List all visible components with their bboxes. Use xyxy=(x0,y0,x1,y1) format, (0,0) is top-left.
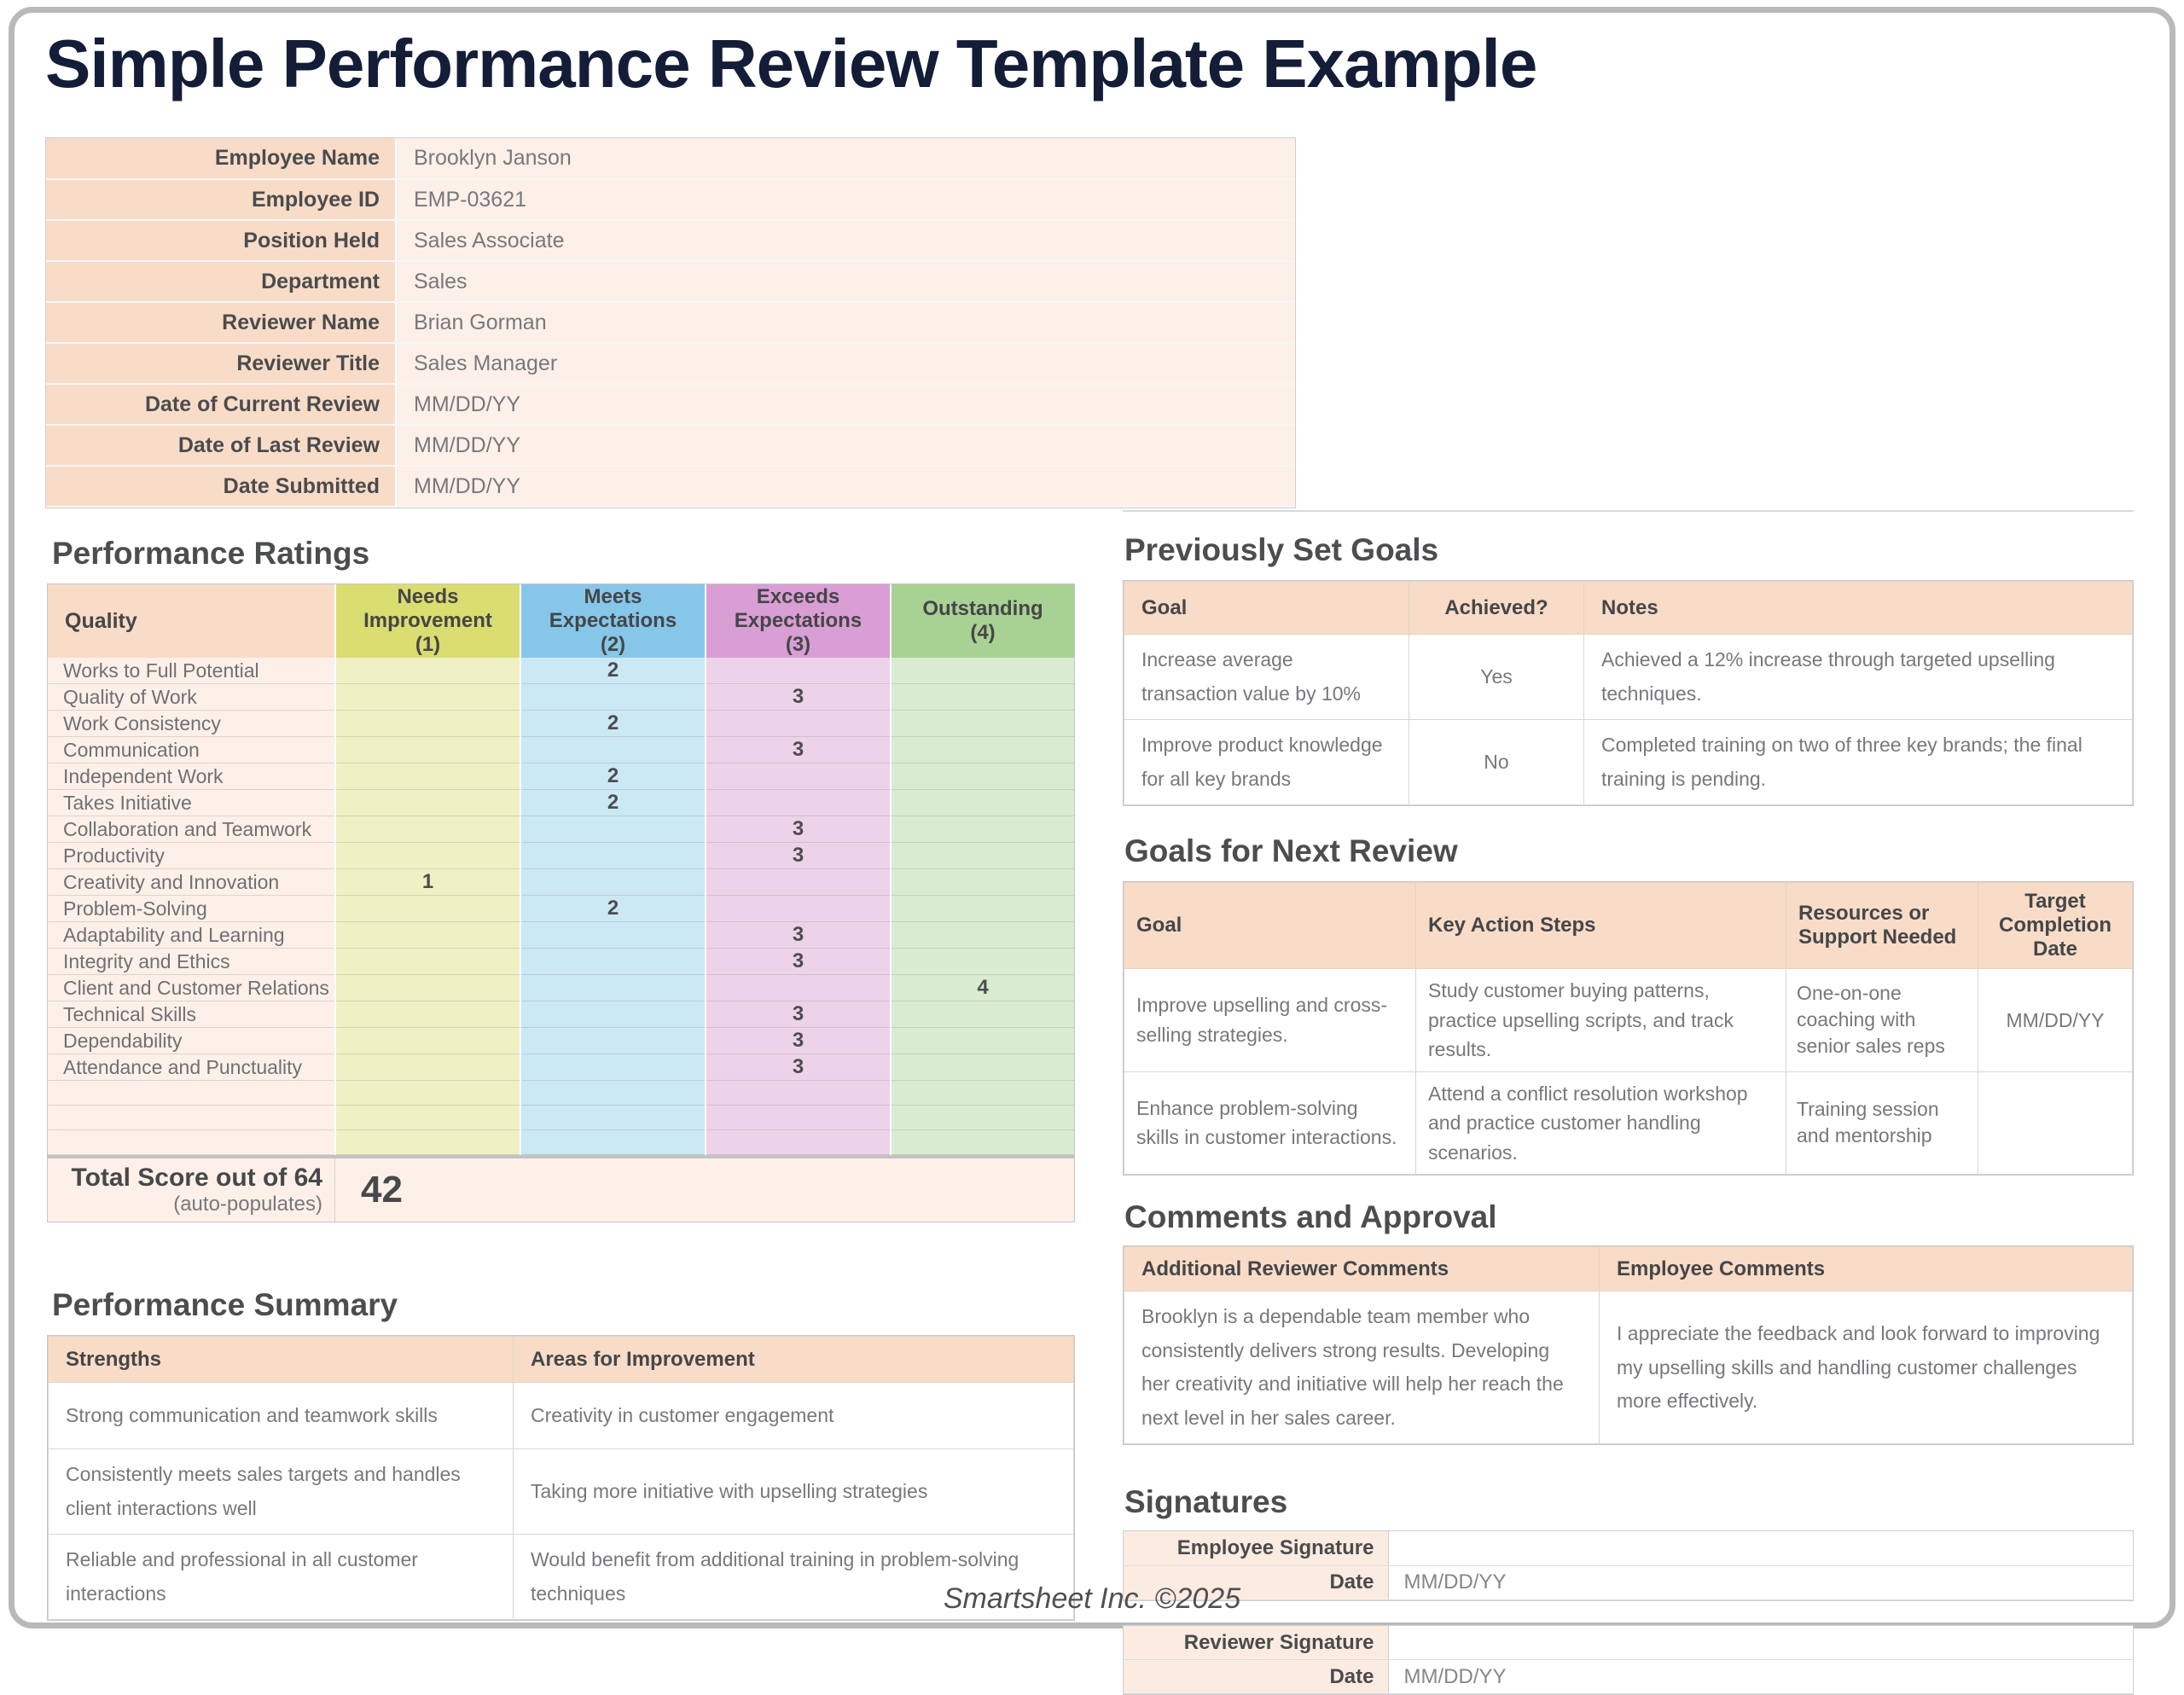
signature-row xyxy=(1124,1626,2133,1660)
total-score-label: Total Score out of 64 xyxy=(71,1164,322,1192)
rating-cell[interactable] xyxy=(335,1054,520,1081)
rating-cell[interactable]: 1 xyxy=(335,869,520,896)
ratings-column-header xyxy=(520,584,706,658)
rating-cell[interactable] xyxy=(706,790,891,816)
psg-header-row xyxy=(1124,582,2133,635)
rating-column-sub: (1) xyxy=(415,633,441,656)
rating-cell[interactable] xyxy=(520,869,706,896)
ratings-row xyxy=(48,1130,1074,1155)
employee-field-label: Position Held xyxy=(46,220,396,261)
gnr-cell[interactable]: Enhance problem-solving skills in customer interactions. xyxy=(1124,1071,1416,1175)
gnr-cell[interactable]: Study customer buying patterns, practice upselling scripts, and track results. xyxy=(1416,969,1786,1072)
ca-cell[interactable]: Brooklyn is a dependable team member who consistently delivers strong results. Developing her creativity and initiative will help her reach the next level in her sales career. xyxy=(1124,1292,1600,1444)
rating-cell[interactable] xyxy=(891,896,1074,922)
rating-cell[interactable]: 3 xyxy=(706,1054,891,1081)
signature-row xyxy=(1124,1531,2133,1565)
psg-column-header: Notes xyxy=(1584,582,2133,635)
rating-cell[interactable] xyxy=(520,975,706,1001)
comments-approval-table xyxy=(1123,1245,2134,1445)
rating-cell[interactable]: 2 xyxy=(520,658,706,684)
signature-field-value[interactable] xyxy=(1388,1626,2133,1660)
signature-field-value[interactable]: MM/DD/YY xyxy=(1388,1660,2133,1694)
quality-label-cell: Adaptability and Learning xyxy=(48,922,335,949)
signature-field-value[interactable]: MM/DD/YY xyxy=(1388,1565,2133,1599)
psg-cell[interactable]: Improve product knowledge for all key brands xyxy=(1124,720,1409,805)
signature-row xyxy=(1124,1660,2133,1694)
rating-cell[interactable]: 3 xyxy=(706,922,891,949)
content-columns xyxy=(47,510,2134,1695)
quality-label-cell: Communication xyxy=(48,737,335,763)
signature-block xyxy=(1123,1625,2134,1695)
employee-field-value[interactable]: Brooklyn Janson xyxy=(396,138,1295,179)
rating-cell[interactable] xyxy=(891,1081,1074,1106)
rating-cell[interactable] xyxy=(891,949,1074,975)
rating-cell[interactable] xyxy=(891,1130,1074,1155)
summary-cell[interactable]: Taking more initiative with upselling strategies xyxy=(514,1449,1074,1535)
employee-field-value[interactable]: EMP-03621 xyxy=(396,179,1295,220)
rating-cell[interactable] xyxy=(335,896,520,922)
rating-column-sub: (3) xyxy=(785,633,811,656)
rating-cell[interactable] xyxy=(335,684,520,711)
ratings-row xyxy=(48,816,1074,843)
rating-cell[interactable]: 3 xyxy=(706,684,891,711)
employee-field-value[interactable]: MM/DD/YY xyxy=(396,466,1295,507)
quality-label-cell: Client and Customer Relations xyxy=(48,975,335,1001)
rating-cell[interactable] xyxy=(891,922,1074,949)
quality-label-cell: Productivity xyxy=(48,843,335,869)
rating-cell[interactable] xyxy=(891,1054,1074,1081)
psg-cell[interactable]: Achieved a 12% increase through targeted upselling techniques. xyxy=(1584,635,2133,720)
performance-summary-heading: Performance Summary xyxy=(52,1287,398,1322)
quality-label-cell: Quality of Work xyxy=(48,684,335,711)
gnr-column-header: Goal xyxy=(1124,883,1416,969)
ratings-row xyxy=(48,1106,1074,1130)
ca-row xyxy=(1124,1292,2133,1444)
employee-field-value[interactable]: Sales xyxy=(396,261,1295,302)
quality-label-cell: Integrity and Ethics xyxy=(48,949,335,975)
signature-field-label: Reviewer Signature xyxy=(1124,1626,1388,1660)
psg-cell[interactable]: Yes xyxy=(1409,635,1584,720)
psg-column-header: Achieved? xyxy=(1409,582,1584,635)
rating-cell[interactable]: 3 xyxy=(706,816,891,843)
rating-cell[interactable]: 4 xyxy=(891,975,1074,1001)
employee-field-label: Date Submitted xyxy=(46,466,396,507)
psg-column-header: Goal xyxy=(1124,582,1409,635)
rating-cell[interactable] xyxy=(891,869,1074,896)
rating-cell[interactable] xyxy=(520,816,706,843)
quality-label-cell: Technical Skills xyxy=(48,1001,335,1028)
rating-cell[interactable] xyxy=(335,763,520,790)
rating-column-label: Meets Expectations xyxy=(549,585,677,632)
rating-cell[interactable] xyxy=(891,843,1074,869)
employee-field-value[interactable]: Brian Gorman xyxy=(396,302,1295,343)
rating-column-label: Exceeds Expectations xyxy=(734,585,863,632)
ca-header-row xyxy=(1124,1247,2133,1292)
rating-cell[interactable] xyxy=(706,658,891,684)
goals-next-review-heading: Goals for Next Review xyxy=(1124,833,1458,869)
employee-info-row xyxy=(46,343,1295,384)
summary-header-row xyxy=(49,1337,1074,1383)
employee-info-row xyxy=(46,425,1295,466)
rating-cell[interactable] xyxy=(335,1001,520,1028)
rating-cell[interactable] xyxy=(520,1028,706,1054)
employee-info-row xyxy=(46,302,1295,343)
rating-column-label: Needs Improvement xyxy=(363,585,492,632)
ratings-body xyxy=(48,658,1074,1155)
rating-cell[interactable] xyxy=(891,737,1074,763)
employee-field-value[interactable]: MM/DD/YY xyxy=(396,425,1295,466)
rating-column-sub: (2) xyxy=(600,633,626,656)
employee-info-row xyxy=(46,261,1295,302)
gnr-cell[interactable]: Improve upselling and cross-selling strategies. xyxy=(1124,969,1416,1072)
quality-label-cell: Collaboration and Teamwork xyxy=(48,816,335,843)
ratings-row xyxy=(48,869,1074,896)
rating-cell[interactable] xyxy=(335,949,520,975)
left-column xyxy=(47,510,1075,1621)
rating-cell[interactable] xyxy=(706,1130,891,1155)
employee-info-row xyxy=(46,466,1295,507)
ratings-row xyxy=(48,949,1074,975)
gnr-cell[interactable]: One-on-one coaching with senior sales reps xyxy=(1786,969,1978,1072)
rating-cell[interactable] xyxy=(891,1028,1074,1054)
summary-column-header: Areas for Improvement xyxy=(514,1337,1074,1383)
rating-cell[interactable] xyxy=(520,949,706,975)
rating-cell[interactable] xyxy=(520,1081,706,1106)
psg-cell[interactable]: No xyxy=(1409,720,1584,805)
rating-cell[interactable] xyxy=(520,1001,706,1028)
signature-field-label: Employee Signature xyxy=(1124,1531,1388,1565)
rating-cell[interactable] xyxy=(520,922,706,949)
rating-cell[interactable] xyxy=(891,763,1074,790)
rating-column-label: Outstanding xyxy=(922,597,1043,620)
quality-label-cell: Work Consistency xyxy=(48,711,335,737)
goals-next-review-table xyxy=(1123,881,2134,1175)
employee-info-row xyxy=(46,179,1295,220)
summary-row xyxy=(49,1449,1074,1535)
ca-column-header: Employee Comments xyxy=(1600,1247,2133,1292)
quality-label-cell: Attendance and Punctuality xyxy=(48,1054,335,1081)
employee-info-table xyxy=(45,137,1296,508)
rating-cell[interactable] xyxy=(520,684,706,711)
ratings-row xyxy=(48,1054,1074,1081)
rating-cell[interactable] xyxy=(891,816,1074,843)
ratings-row xyxy=(48,684,1074,711)
rating-cell[interactable] xyxy=(335,1106,520,1130)
ratings-row xyxy=(48,922,1074,949)
performance-summary-table xyxy=(47,1335,1075,1621)
gnr-cell[interactable]: MM/DD/YY xyxy=(1978,969,2133,1072)
rating-cell[interactable] xyxy=(335,975,520,1001)
ratings-column-header xyxy=(706,584,891,658)
rating-cell[interactable] xyxy=(706,711,891,737)
summary-cell[interactable]: Reliable and professional in all customer interactions xyxy=(49,1535,514,1620)
psg-body xyxy=(1124,635,2133,805)
total-score-label-box xyxy=(48,1158,335,1222)
rating-cell[interactable] xyxy=(706,975,891,1001)
psg-cell[interactable]: Completed training on two of three key brands; the final training is pending. xyxy=(1584,720,2133,805)
signatures-heading: Signatures xyxy=(1124,1484,1288,1520)
rating-cell[interactable] xyxy=(891,711,1074,737)
rating-cell[interactable]: 2 xyxy=(520,711,706,737)
rating-cell[interactable] xyxy=(335,1028,520,1054)
rating-cell[interactable] xyxy=(335,1130,520,1155)
quality-label-cell: Works to Full Potential xyxy=(48,658,335,684)
quality-label-cell: Takes Initiative xyxy=(48,790,335,816)
employee-field-label: Department xyxy=(46,261,396,302)
gnr-column-header: Key Action Steps xyxy=(1416,883,1786,969)
quality-label-cell: Dependability xyxy=(48,1028,335,1054)
ratings-header-row xyxy=(48,584,1074,658)
employee-field-label: Date of Current Review xyxy=(46,384,396,425)
psg-cell[interactable]: Increase average transaction value by 10% xyxy=(1124,635,1409,720)
ratings-row xyxy=(48,763,1074,790)
summary-cell[interactable]: Creativity in customer engagement xyxy=(514,1383,1074,1449)
ratings-row xyxy=(48,1001,1074,1028)
signature-field-label: Date xyxy=(1124,1565,1388,1599)
gnr-column-header: Target Completion Date xyxy=(1978,883,2133,969)
rating-cell[interactable] xyxy=(706,1106,891,1130)
rating-cell[interactable]: 3 xyxy=(706,1001,891,1028)
previously-set-goals-heading: Previously Set Goals xyxy=(1124,532,1439,567)
rating-cell[interactable] xyxy=(706,763,891,790)
total-score-row xyxy=(48,1155,1074,1222)
rating-cell[interactable] xyxy=(335,816,520,843)
ratings-row xyxy=(48,896,1074,922)
ratings-row xyxy=(48,843,1074,869)
employee-field-label: Employee ID xyxy=(46,179,396,220)
rating-cell[interactable] xyxy=(335,790,520,816)
rating-cell[interactable]: 3 xyxy=(706,737,891,763)
total-score-sublabel: (auto-populates) xyxy=(173,1193,322,1216)
employee-field-label: Employee Name xyxy=(46,138,396,179)
rating-cell[interactable] xyxy=(891,658,1074,684)
total-score-value: 42 xyxy=(361,1169,403,1210)
gnr-row xyxy=(1124,1071,2133,1175)
ratings-quality-header: Quality xyxy=(48,584,335,658)
psg-header xyxy=(1124,582,2133,635)
summary-cell[interactable]: Consistently meets sales targets and handles client interactions well xyxy=(49,1449,514,1535)
ca-column-header: Additional Reviewer Comments xyxy=(1124,1247,1600,1292)
psg-row xyxy=(1124,635,2133,720)
signature-field-label: Date xyxy=(1124,1660,1388,1694)
ratings-column-header xyxy=(335,584,520,658)
summary-header xyxy=(49,1337,1074,1383)
ratings-row xyxy=(48,1081,1074,1106)
rating-cell[interactable] xyxy=(520,737,706,763)
footer-copyright: Smartsheet Inc. ©2025 xyxy=(943,1582,1241,1615)
rating-cell[interactable] xyxy=(335,922,520,949)
ca-body xyxy=(1124,1292,2133,1444)
page-title: Simple Performance Review Template Example xyxy=(45,26,1537,102)
rating-cell[interactable] xyxy=(335,843,520,869)
summary-cell[interactable]: Would benefit from additional training in problem-solving techniques xyxy=(514,1535,1074,1620)
ca-header xyxy=(1124,1247,2133,1292)
rating-cell[interactable] xyxy=(520,1054,706,1081)
quality-label-cell xyxy=(48,1106,335,1130)
rating-cell[interactable] xyxy=(520,1106,706,1130)
rating-cell[interactable]: 3 xyxy=(706,949,891,975)
gnr-column-header: Resources or Support Needed xyxy=(1786,883,1978,969)
summary-column-header: Strengths xyxy=(49,1337,514,1383)
gnr-cell[interactable]: Attend a conflict resolution workshop and practice customer handling scenarios. xyxy=(1416,1071,1786,1175)
ratings-row xyxy=(48,1028,1074,1054)
rating-cell[interactable]: 2 xyxy=(520,896,706,922)
employee-field-value[interactable]: Sales Manager xyxy=(396,343,1295,384)
gnr-row xyxy=(1124,969,2133,1072)
performance-ratings-heading: Performance Ratings xyxy=(52,536,370,571)
quality-label-cell: Independent Work xyxy=(48,763,335,790)
rating-cell[interactable] xyxy=(891,790,1074,816)
rating-cell[interactable] xyxy=(706,1081,891,1106)
rating-cell[interactable] xyxy=(335,658,520,684)
page-card xyxy=(9,7,2175,1688)
psg-row xyxy=(1124,720,2133,805)
rating-cell[interactable] xyxy=(335,1081,520,1106)
gnr-header xyxy=(1124,883,2133,969)
summary-row xyxy=(49,1383,1074,1449)
rating-cell[interactable]: 2 xyxy=(520,763,706,790)
right-column xyxy=(1123,510,2134,1695)
rating-cell[interactable] xyxy=(706,869,891,896)
quality-label-cell xyxy=(48,1130,335,1155)
gnr-cell[interactable]: Training session and mentorship xyxy=(1786,1071,1978,1175)
signature-field-value[interactable] xyxy=(1388,1531,2133,1565)
rating-column-sub: (4) xyxy=(970,621,996,644)
employee-info-body xyxy=(46,138,1295,507)
rating-cell[interactable] xyxy=(891,1001,1074,1028)
performance-ratings-table xyxy=(47,583,1075,1222)
rating-cell[interactable] xyxy=(335,737,520,763)
employee-field-label: Reviewer Title xyxy=(46,343,396,384)
employee-info-row xyxy=(46,220,1295,261)
employee-info-row xyxy=(46,384,1295,425)
comments-approval-heading: Comments and Approval xyxy=(1124,1199,1497,1235)
summary-cell[interactable]: Strong communication and teamwork skills xyxy=(49,1383,514,1449)
ratings-row xyxy=(48,658,1074,684)
gnr-header-row xyxy=(1124,883,2133,969)
rating-cell[interactable] xyxy=(706,896,891,922)
rating-cell[interactable]: 2 xyxy=(520,790,706,816)
signature-table xyxy=(1124,1626,2133,1695)
employee-field-value[interactable]: Sales Associate xyxy=(396,220,1295,261)
rating-cell[interactable]: 3 xyxy=(706,1028,891,1054)
employee-field-label: Reviewer Name xyxy=(46,302,396,343)
employee-info-row xyxy=(46,138,1295,179)
gnr-body xyxy=(1124,969,2133,1175)
ratings-header xyxy=(48,584,1074,658)
rating-cell[interactable] xyxy=(520,843,706,869)
ca-cell[interactable]: I appreciate the feedback and look forward to improving my upselling skills and handling customer challenges more effectively. xyxy=(1600,1292,2133,1444)
ratings-column-header xyxy=(891,584,1074,658)
gnr-cell[interactable] xyxy=(1978,1071,2133,1175)
ratings-row xyxy=(48,737,1074,763)
quality-label-cell: Creativity and Innovation xyxy=(48,869,335,896)
previously-set-goals-table xyxy=(1123,580,2134,806)
rating-cell[interactable] xyxy=(891,1106,1074,1130)
rating-cell[interactable] xyxy=(335,711,520,737)
quality-label-cell xyxy=(48,1081,335,1106)
employee-field-label: Date of Last Review xyxy=(46,425,396,466)
ratings-row xyxy=(48,975,1074,1001)
ratings-row xyxy=(48,790,1074,816)
rating-cell[interactable] xyxy=(520,1130,706,1155)
rating-cell[interactable]: 3 xyxy=(706,843,891,869)
rating-cell[interactable] xyxy=(891,684,1074,711)
ratings-row xyxy=(48,711,1074,737)
quality-label-cell: Problem-Solving xyxy=(48,896,335,922)
employee-field-value[interactable]: MM/DD/YY xyxy=(396,384,1295,425)
